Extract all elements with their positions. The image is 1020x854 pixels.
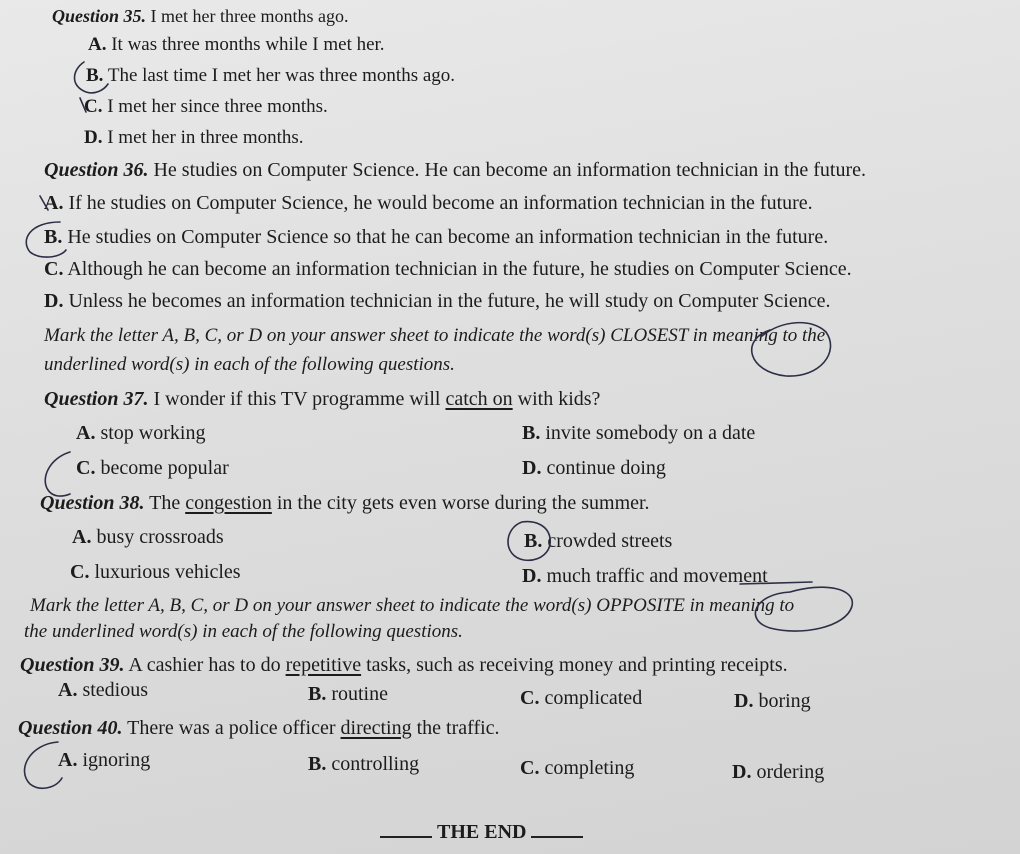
q36-option-b-text: He studies on Computer Science so that he can become an information technician in the future. [67, 226, 829, 248]
instruction-closest-line1: Mark the letter A, B, C, or D on your answer sheet to indicate the word(s) CLOSEST in meaning to the [44, 325, 826, 346]
instruction-opposite-line1: Mark the letter A, B, C, or D on your answer sheet to indicate the word(s) OPPOSITE in meaning to [30, 595, 795, 616]
q37-c-bracket-mark [45, 452, 70, 496]
q37-option-d-letter: D. [522, 457, 542, 479]
q35-option-c [84, 95, 328, 119]
q37-option-a [76, 421, 205, 445]
q37-option-c-text: become popular [100, 457, 229, 479]
q36-option-c-text: Although he can become an information technician in the future, he studies on Computer Science. [67, 258, 852, 280]
q35-option-a-letter: A. [88, 34, 107, 55]
q37-underlined-phrase: catch on [445, 388, 513, 410]
q36-option-a [44, 191, 813, 215]
q36-option-a-text: If he studies on Computer Science, he would become an information technician in the future. [68, 192, 813, 214]
q38-option-d-text: much traffic and movement [546, 565, 768, 587]
q39-option-a-text: stedious [82, 679, 149, 701]
q37-option-b-letter: B. [522, 422, 541, 444]
q35-option-a-text: It was three months while I met her. [111, 34, 385, 55]
q40-option-d [732, 760, 824, 784]
q37-option-b-text: invite somebody on a date [545, 422, 756, 444]
q38-option-a-letter: A. [72, 526, 92, 548]
q37-option-d [522, 456, 666, 480]
q36-option-d-letter: D. [44, 290, 64, 312]
q36-option-d-text: Unless he becomes an information technician in the future, he will study on Computer Science. [68, 290, 831, 312]
q35-label: Question 35. [52, 6, 147, 26]
q35-heading [52, 4, 348, 28]
q39-option-a-letter: A. [58, 679, 78, 701]
q38-option-d [522, 564, 768, 588]
q38-option-b-text: crowded streets [547, 530, 673, 552]
q39-stem-before: A cashier has to do [128, 654, 281, 676]
q37-option-c-letter: C. [76, 457, 96, 479]
q39-option-c-letter: C. [520, 687, 540, 709]
q40-option-c-letter: C. [520, 757, 540, 779]
instruction-closest-line2: underlined word(s) in each of the following questions. [44, 354, 455, 375]
q40-option-c-text: completing [544, 757, 635, 779]
q36-heading [44, 158, 866, 182]
q36-option-b [44, 225, 828, 249]
q39-option-d-text: boring [758, 690, 811, 712]
left-blank-rule [380, 820, 432, 838]
q36-stem: He studies on Computer Science. He can become an information technician in the future. [153, 159, 867, 181]
q35-stem: I met her three months ago. [150, 6, 349, 26]
the-end-text: THE END [437, 821, 527, 843]
q37-label: Question 37. [44, 388, 149, 410]
q36-option-a-letter: A. [44, 192, 64, 214]
q38-stem-after: in the city gets even worse during the summer. [276, 492, 650, 514]
q40-option-b [308, 752, 419, 776]
q39-option-c [520, 686, 642, 710]
q37-option-a-letter: A. [76, 422, 96, 444]
q38-option-c-letter: C. [70, 561, 90, 583]
q39-heading [20, 653, 788, 677]
q36-option-b-letter: B. [44, 226, 63, 248]
q40-label: Question 40. [18, 717, 123, 739]
q38-stem-before: The [149, 492, 181, 514]
q35-option-a [88, 33, 385, 57]
q39-option-c-text: complicated [544, 687, 643, 709]
q37-option-b [522, 421, 755, 445]
q39-option-b-text: routine [331, 683, 388, 705]
q39-underlined-word: repetitive [285, 654, 362, 676]
q38-option-b [524, 529, 672, 553]
q38-option-c-text: luxurious vehicles [94, 561, 241, 583]
q37-option-c [76, 456, 229, 480]
q40-stem-before: There was a police officer [127, 717, 336, 739]
q40-option-b-letter: B. [308, 753, 327, 775]
q40-option-a-text: ignoring [82, 749, 151, 771]
q40-heading [18, 716, 500, 740]
q38-heading [40, 491, 650, 515]
q36-option-c [44, 257, 852, 281]
q38-option-c [70, 560, 241, 584]
q39-option-d-letter: D. [734, 690, 754, 712]
q35-option-b-letter: B. [86, 65, 104, 86]
q36-label: Question 36. [44, 159, 149, 181]
q40-option-a [58, 748, 150, 772]
q38-option-a-text: busy crossroads [96, 526, 224, 548]
q37-stem-before: I wonder if this TV programme will [153, 388, 441, 410]
q40-stem-after: the traffic. [416, 717, 500, 739]
q39-option-b [308, 682, 388, 706]
the-end-footer [380, 820, 583, 844]
q36-option-c-letter: C. [44, 258, 64, 280]
q37-option-d-text: continue doing [546, 457, 666, 479]
q39-stem-after: tasks, such as receiving money and printing receipts. [366, 654, 788, 676]
q40-option-b-text: controlling [331, 753, 420, 775]
q37-stem-after: with kids? [517, 388, 601, 410]
q35-option-b-text: The last time I met her was three months ago. [107, 65, 456, 86]
instruction-opposite-line2: the underlined word(s) in each of the following questions. [24, 621, 463, 642]
q38-option-a [72, 525, 224, 549]
q39-option-d [734, 689, 811, 713]
q35-option-d [84, 126, 304, 150]
q40-option-d-text: ordering [756, 761, 825, 783]
q35-option-d-text: I met her in three months. [107, 127, 304, 148]
q40-option-c [520, 756, 634, 780]
q40-underlined-word: directing [340, 717, 412, 739]
q38-option-b-letter: B. [524, 530, 543, 552]
q39-option-b-letter: B. [308, 683, 327, 705]
q38-underlined-word: congestion [185, 492, 272, 514]
q37-heading [44, 387, 600, 411]
q35-option-c-letter: C. [84, 96, 103, 117]
q40-option-d-letter: D. [732, 761, 752, 783]
right-blank-rule [531, 820, 583, 838]
q38-option-d-letter: D. [522, 565, 542, 587]
q40-a-circle-mark [25, 742, 62, 788]
q37-option-a-text: stop working [100, 422, 206, 444]
q35-option-c-text: I met her since three months. [107, 96, 328, 117]
q35-option-b [86, 64, 455, 88]
q36-option-d [44, 289, 830, 313]
q38-label: Question 38. [40, 492, 145, 514]
q39-label: Question 39. [20, 654, 125, 676]
q35-option-d-letter: D. [84, 127, 103, 148]
q39-option-a [58, 678, 148, 702]
q40-option-a-letter: A. [58, 749, 78, 771]
